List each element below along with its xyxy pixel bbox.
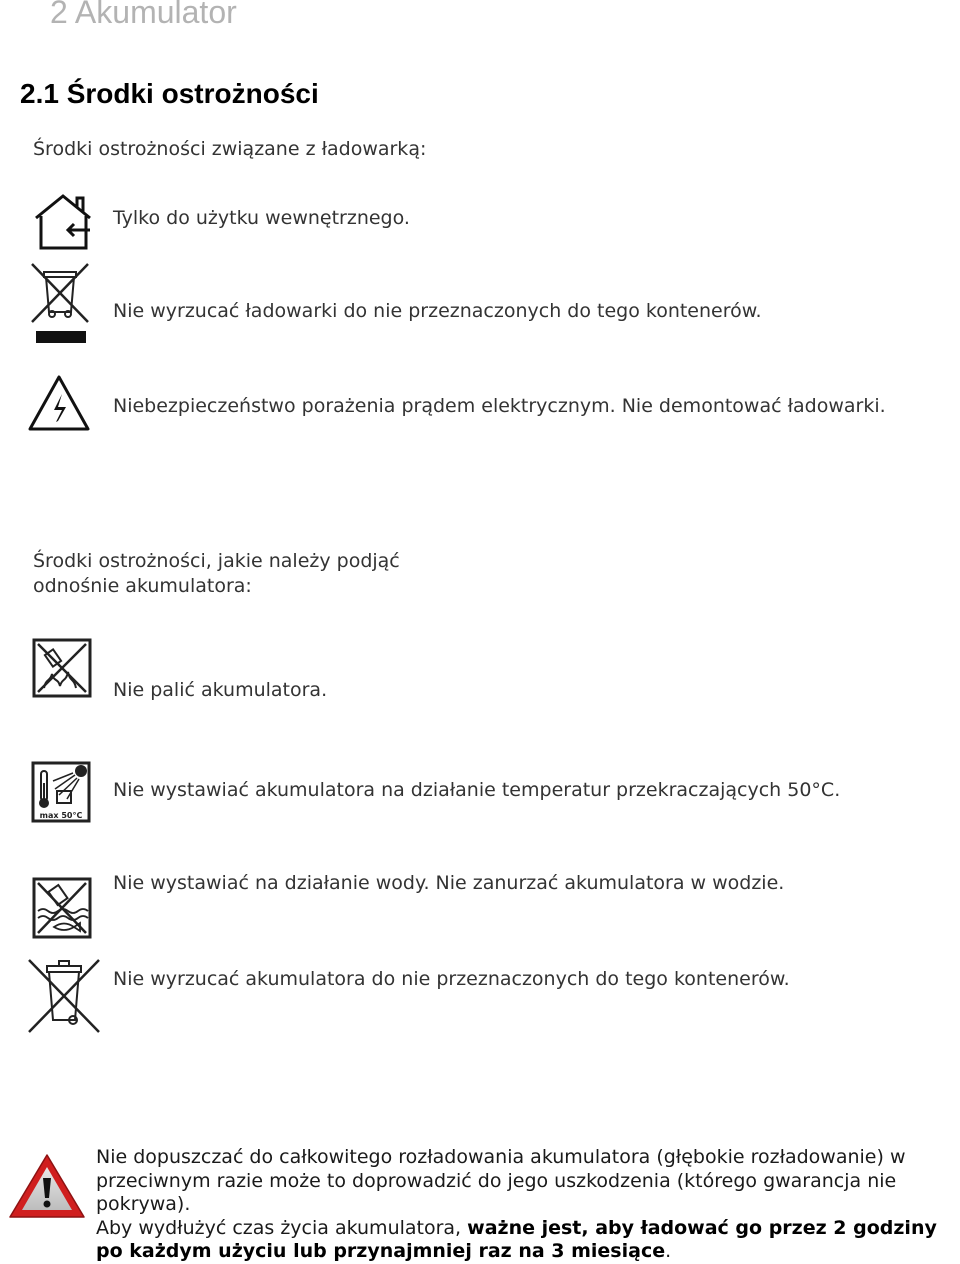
exclamation-warning-icon xyxy=(8,1152,86,1220)
battery-intro-line1: Środki ostrożności, jakie należy podjąć xyxy=(33,550,400,572)
chapter-title: 2 Akumulator xyxy=(50,0,237,30)
tip-bold: ważne jest, aby ładować go przez 2 godziny po każdym użyciu lub przynajmniej raz na 3 miesiące xyxy=(96,1216,937,1262)
no-water-icon xyxy=(32,877,92,939)
indoor-use-house-icon xyxy=(32,192,94,250)
warning-paragraph: Nie dopuszczać do całkowitego rozładowania akumulatora (głębokie rozładowanie) w przeciwnym razie może to doprowadzić do jego uszkodzenia (którego gwarancja nie pokrywa). xyxy=(96,1146,906,1215)
battery-temperature-text: Nie wystawiać akumulatora na działanie temperatur przekraczających 50°C. xyxy=(113,779,841,801)
battery-water-text: Nie wystawiać na działanie wody. Nie zanurzać akumulatora w wodzie. xyxy=(113,872,785,894)
no-fire-icon xyxy=(32,638,92,698)
battery-intro-line2: odnośnie akumulatora: xyxy=(33,575,252,597)
battery-no-fire-text: Nie palić akumulatora. xyxy=(113,679,328,701)
tip-prefix: Aby wydłużyć czas życia akumulatora, xyxy=(96,1216,468,1239)
charger-disposal-text: Nie wyrzucać ładowarki do nie przeznaczonych do tego kontenerów. xyxy=(113,300,762,322)
max-temperature-icon xyxy=(31,761,91,823)
max-temperature-label: max 50°C xyxy=(39,811,83,820)
section-title: 2.1 Środki ostrożności xyxy=(20,78,319,109)
tip-suffix: . xyxy=(665,1240,672,1262)
crossed-bin-icon xyxy=(27,958,101,1036)
electric-shock-warning-icon xyxy=(27,374,91,432)
warning-text-block xyxy=(96,1146,958,1264)
battery-life-tip xyxy=(96,1217,958,1264)
charger-indoor-text: Tylko do użytku wewnętrznego. xyxy=(113,207,410,229)
charger-shock-text: Niebezpieczeństwo porażenia prądem elektrycznym. Nie demontować ładowarki. xyxy=(113,395,886,417)
crossed-bin-icon xyxy=(30,262,92,344)
charger-intro: Środki ostrożności związane z ładowarką: xyxy=(33,138,427,160)
battery-disposal-text: Nie wyrzucać akumulatora do nie przeznaczonych do tego kontenerów. xyxy=(113,968,790,990)
